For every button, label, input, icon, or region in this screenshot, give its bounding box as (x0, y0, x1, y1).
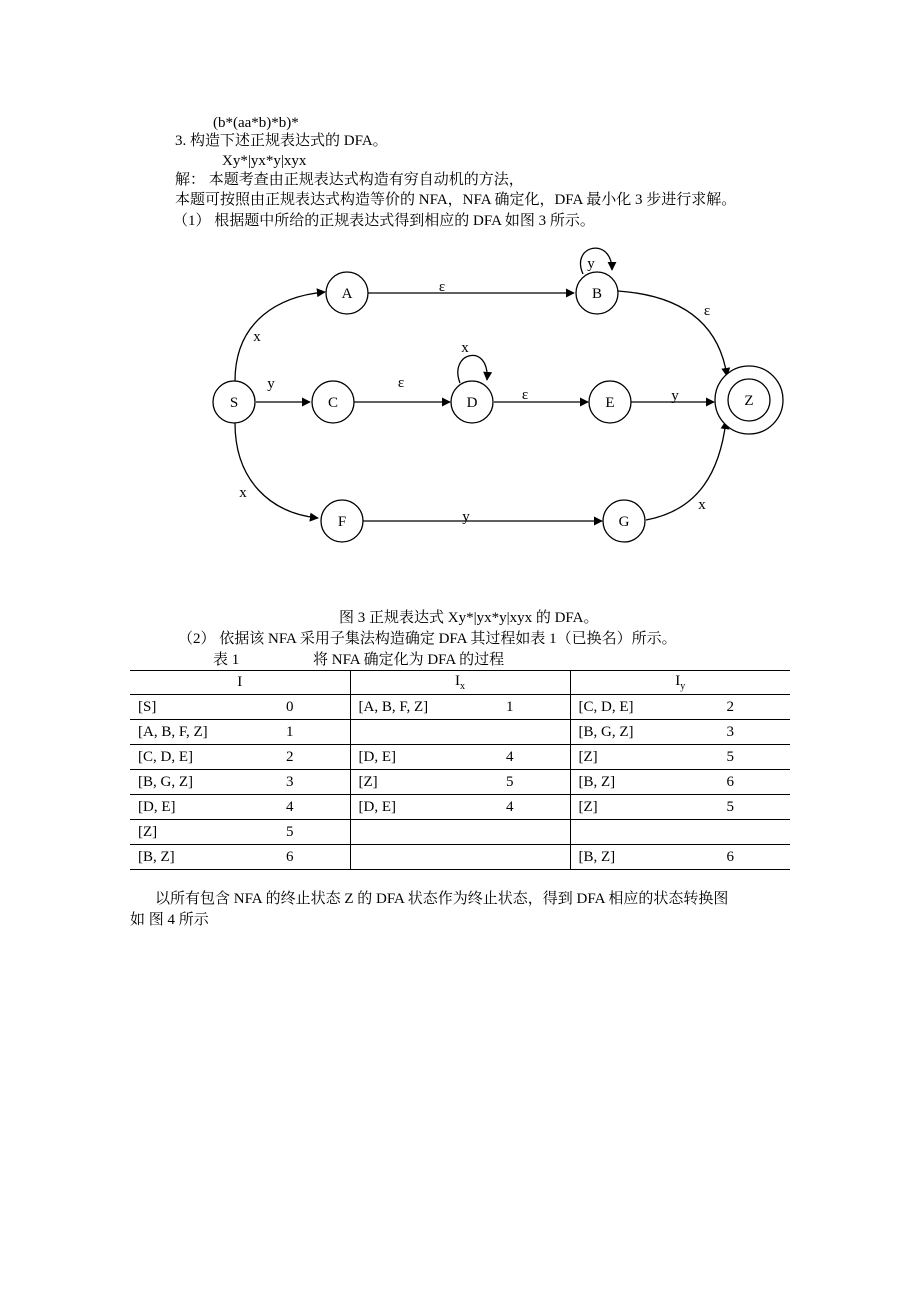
cell-ix-num: 5 (506, 773, 514, 790)
cell-i-num: 1 (286, 723, 294, 740)
cell-i-set: [B, G, Z] (138, 773, 193, 790)
state-b-label: B (591, 286, 603, 302)
cell-ix (350, 720, 570, 745)
label-b-z: ε (703, 303, 711, 319)
cell-i-num: 0 (286, 698, 294, 715)
cell-iy-num: 5 (726, 748, 734, 765)
cell-ix (350, 845, 570, 870)
solution-steps: 本题可按照由正规表达式构造等价的 NFA，NFA 确定化，DFA 最小化 3 步进行求解。 (175, 192, 737, 208)
cell-iy (570, 745, 790, 770)
cell-ix-set: [A, B, F, Z] (358, 698, 429, 715)
cell-i (130, 820, 350, 845)
cell-i (130, 695, 350, 720)
cell-ix-set: [D, E] (358, 748, 396, 765)
solution-intro: 解： 本题考查由正规表达式构造有穷自动机的方法， (175, 172, 524, 188)
cell-i (130, 770, 350, 795)
header-iy-base: I (675, 673, 681, 689)
cell-i (130, 845, 350, 870)
edge-b-z (618, 291, 727, 376)
cell-i (130, 720, 350, 745)
label-g-z: x (698, 497, 706, 513)
cell-i-num: 3 (286, 773, 294, 790)
cell-ix (350, 770, 570, 795)
cell-iy-num: 5 (726, 798, 734, 815)
header-iy-sub: y (680, 681, 686, 692)
header-ix-sub: x (460, 681, 465, 692)
cell-i-set: [S] (138, 698, 157, 715)
table-row (130, 845, 790, 870)
cell-ix (350, 745, 570, 770)
cell-iy (570, 820, 790, 845)
header-ix-base: I (455, 673, 460, 689)
table-row (130, 720, 790, 745)
cell-i-set: [A, B, F, Z] (138, 723, 208, 740)
label-s-f: x (239, 485, 247, 501)
cell-i (130, 745, 350, 770)
label-s-c: y (267, 376, 275, 392)
cell-iy-num: 3 (726, 723, 734, 740)
cell-i-set: [C, D, E] (138, 748, 193, 765)
cell-i-num: 2 (286, 748, 294, 765)
state-e-label: E (605, 395, 615, 411)
question-3-title: 3. 构造下述正规表达式的 DFA。 (175, 133, 388, 149)
cell-iy (570, 720, 790, 745)
table-row (130, 820, 790, 845)
determinization-table (130, 670, 790, 870)
table-title: 将 NFA 确定化为 DFA 的过程 (313, 652, 505, 668)
cell-ix-set: [Z] (358, 773, 378, 790)
edge-g-z (646, 421, 726, 520)
cell-i-set: [B, Z] (138, 848, 175, 865)
cell-iy-set: [B, G, Z] (578, 723, 634, 740)
edge-s-a (235, 292, 325, 381)
state-a-label: A (341, 286, 353, 302)
cell-ix-num: 1 (506, 698, 514, 715)
cell-iy-num: 6 (726, 773, 734, 790)
table-row (130, 770, 790, 795)
cell-i (130, 795, 350, 820)
header-iy (570, 671, 790, 695)
cell-ix (350, 820, 570, 845)
cell-ix-num: 4 (506, 798, 514, 815)
cell-i-num: 5 (286, 823, 294, 840)
label-b-loop: y (587, 256, 595, 272)
figure-caption: 图 3 正规表达式 Xy*|yx*y|xyx 的 DFA。 (339, 610, 599, 626)
cell-i-num: 4 (286, 798, 294, 815)
table-label: 表 1 (213, 652, 240, 668)
label-c-d: ε (397, 375, 405, 391)
cell-iy-set: [B, Z] (578, 773, 616, 790)
final-paragraph-line-2: 如 图 4 所示 (130, 912, 209, 928)
state-g-label: G (618, 514, 630, 530)
table-row (130, 745, 790, 770)
label-d-loop: x (461, 340, 469, 356)
cell-ix-num: 4 (506, 748, 514, 765)
step-2-text: （2） 依据该 NFA 采用子集法构造确定 DFA 其过程如表 1（已换名）所示。 (178, 631, 677, 647)
table-header-row (130, 671, 790, 695)
step-1-text: （1） 根据题中所给的正规表达式得到相应的 DFA 如图 3 所示。 (173, 213, 595, 229)
state-s-label: S (229, 395, 239, 411)
label-e-z: y (671, 388, 679, 404)
label-s-a: x (253, 329, 261, 345)
table-row (130, 695, 790, 720)
cell-ix-set: [D, E] (358, 798, 396, 815)
label-a-b: ε (438, 279, 446, 295)
cell-iy (570, 795, 790, 820)
edge-b-loop (581, 248, 612, 274)
previous-regex: (b*(aa*b)*b)* (213, 115, 299, 131)
cell-iy-num: 6 (726, 848, 734, 865)
table-row (130, 795, 790, 820)
edge-s-f (235, 423, 318, 518)
final-paragraph-line-1: 以所有包含 NFA 的终止状态 Z 的 DFA 状态作为终止状态，得到 DFA 相应的状态转换图 (155, 891, 729, 907)
cell-ix (350, 695, 570, 720)
cell-iy (570, 695, 790, 720)
cell-ix (350, 795, 570, 820)
cell-i-set: [Z] (138, 823, 158, 840)
cell-i-num: 6 (286, 848, 294, 865)
header-i: I (130, 671, 350, 695)
cell-iy-num: 2 (726, 698, 734, 715)
cell-iy-set: [Z] (578, 798, 598, 815)
cell-iy-set: [B, Z] (578, 848, 616, 865)
cell-iy (570, 770, 790, 795)
state-d-label: D (466, 395, 478, 411)
header-ix (350, 671, 570, 695)
label-d-e: ε (521, 387, 529, 403)
cell-iy-set: [C, D, E] (578, 698, 634, 715)
label-f-g: y (462, 509, 470, 525)
cell-i-set: [D, E] (138, 798, 176, 815)
cell-iy (570, 845, 790, 870)
state-f-label: F (337, 514, 347, 530)
state-z-label: Z (744, 393, 754, 409)
cell-iy-set: [Z] (578, 748, 598, 765)
question-3-regex: Xy*|yx*y|xyx (222, 153, 307, 169)
edge-d-loop (458, 355, 487, 383)
state-c-label: C (327, 395, 339, 411)
nfa-diagram (0, 0, 920, 600)
